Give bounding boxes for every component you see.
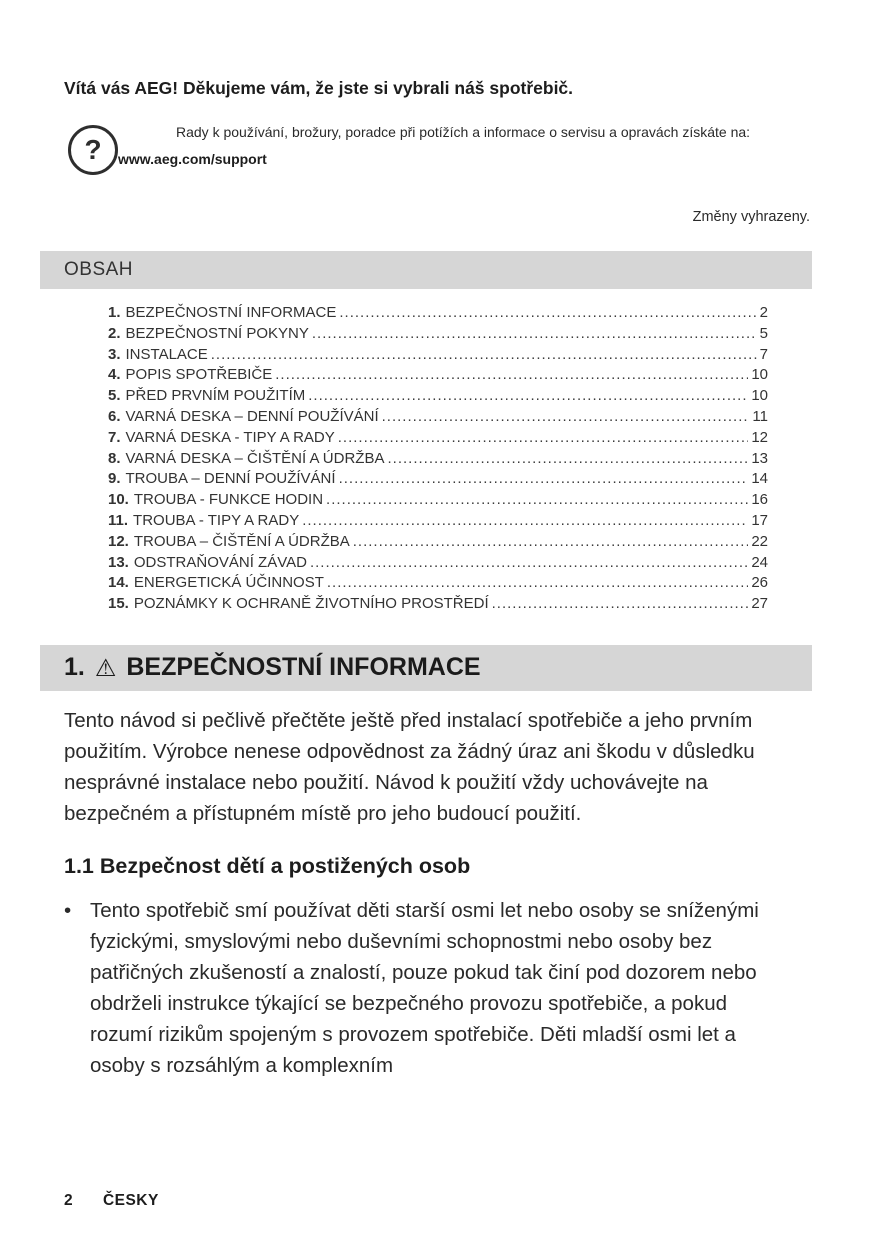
bullet-list: [64, 895, 810, 1082]
toc-entry-title: TROUBA - TIPY A RADY: [133, 511, 300, 529]
toc-leader-dots: [353, 532, 749, 553]
toc-leader-dots: [275, 365, 748, 386]
support-url: www.aeg.com/support: [118, 150, 267, 167]
toc-entry: [108, 365, 768, 386]
toc-entry: [108, 532, 768, 553]
toc-entry-title: INSTALACE: [125, 345, 208, 363]
toc-entry: [108, 449, 768, 470]
toc-entry-number: 11.: [108, 511, 129, 529]
toc-entry: [108, 345, 768, 366]
toc-entry-number: 15.: [108, 595, 129, 613]
toc-entry: [108, 511, 768, 532]
toc-entry-title: TROUBA – ČIŠTĚNÍ A ÚDRŽBA: [133, 532, 350, 550]
toc-entry-number: 13.: [108, 553, 129, 571]
warning-triangle-icon: ⚠: [94, 653, 117, 682]
support-info-block: [68, 123, 810, 175]
toc-entry-page: 26: [751, 574, 768, 592]
toc-leader-dots: [310, 553, 748, 574]
toc-heading: OBSAH: [40, 251, 812, 289]
toc-entry-number: 12.: [108, 532, 129, 550]
toc-leader-dots: [387, 449, 748, 470]
toc-leader-dots: [382, 407, 750, 428]
toc-entry-page: 5: [759, 324, 768, 342]
toc-entry-page: 17: [751, 511, 768, 529]
toc-leader-dots: [211, 345, 757, 366]
toc-entry-number: 1.: [108, 304, 121, 321]
toc-entry: [108, 553, 768, 574]
footer-language-label: ČESKY: [102, 1192, 159, 1209]
toc-entry: [108, 386, 768, 407]
toc-entry-number: 6.: [108, 407, 121, 425]
toc-entry-title: PŘED PRVNÍM POUŽITÍM: [125, 387, 306, 405]
toc-leader-dots: [326, 490, 748, 511]
section-1-heading: [40, 645, 812, 691]
toc-entry-title: VARNÁ DESKA – ČIŠTĚNÍ A ÚDRŽBA: [125, 449, 385, 467]
toc-leader-dots: [312, 324, 757, 345]
list-item: [64, 895, 810, 1082]
toc-entry: [108, 407, 768, 428]
toc-entry-title: VARNÁ DESKA - TIPY A RADY: [125, 428, 335, 446]
subsection-1-1-heading: 1.1 Bezpečnost dětí a postižených osob: [64, 853, 471, 878]
toc-leader-dots: [339, 469, 749, 490]
support-text: Rady k používání, brožury, poradce při potížích a informace o servisu a opravách získáte na:: [176, 124, 751, 140]
toc-entry-page: 24: [751, 553, 768, 571]
toc-entry: [108, 428, 768, 449]
support-text-block: [118, 123, 786, 167]
toc-entry-title: VARNÁ DESKA – DENNÍ POUŽÍVÁNÍ: [125, 407, 379, 425]
toc-entry-number: 3.: [108, 345, 121, 363]
section-number: 1.: [64, 653, 85, 682]
toc-entry: [108, 303, 768, 324]
toc-entry-page: 12: [751, 428, 768, 446]
toc-entry: [108, 324, 768, 345]
toc-entry-title: TROUBA - FUNKCE HODIN: [133, 491, 324, 509]
bullet-marker: •: [64, 898, 72, 922]
bullet-text: Tento spotřebič smí používat děti starší osmi let nebo osoby se sníženými fyzickými, smyslovými nebo duševními schopnostmi nebo osoby bez patřičných zkušeností a znalostí, pouze pokud tak činí pod dozorem nebo obdrželi instrukce týkající se bezpečného provozu spotřebiče, a pokud rozumí rizikům spojeným s provozem spotřebiče. Děti mladší osmi let a osoby s rozsáhlým a komplexním: [90, 898, 759, 1078]
toc-entry-page: 27: [751, 595, 768, 613]
toc-leader-dots: [338, 428, 749, 449]
toc-entry-page: 14: [751, 470, 768, 488]
changes-reserved-note: Změny vyhrazeny.: [692, 209, 810, 225]
toc-leader-dots: [492, 594, 749, 615]
toc-entry: [108, 573, 768, 594]
section-title: BEZPEČNOSTNÍ INFORMACE: [126, 653, 481, 682]
footer-page-number: 2: [64, 1192, 73, 1209]
toc-entry-page: 7: [759, 345, 768, 363]
toc-entry-number: 2.: [108, 324, 121, 342]
toc-entry-title: BEZPEČNOSTNÍ INFORMACE: [125, 304, 337, 321]
toc-entry-number: 7.: [108, 428, 121, 446]
question-mark-icon: ?: [68, 125, 118, 175]
page-footer: [64, 1192, 159, 1210]
toc-entry-number: 4.: [108, 366, 121, 384]
toc-entry-title: ENERGETICKÁ ÚČINNOST: [133, 574, 324, 592]
toc-leader-dots: [327, 573, 748, 594]
toc-entry-title: BEZPEČNOSTNÍ POKYNY: [125, 324, 309, 342]
toc-entry-title: POPIS SPOTŘEBIČE: [125, 366, 273, 384]
toc-entry-number: 9.: [108, 470, 121, 488]
toc-entry: [108, 490, 768, 511]
toc-entry-number: 14.: [108, 574, 129, 592]
toc-entry-page: 22: [751, 532, 768, 550]
toc-entry-title: POZNÁMKY K OCHRANĚ ŽIVOTNÍHO PROSTŘEDÍ: [133, 595, 489, 613]
toc-entry-page: 2: [759, 304, 768, 321]
toc-leader-dots: [339, 303, 756, 324]
toc-entry-title: ODSTRAŇOVÁNÍ ZÁVAD: [133, 553, 307, 571]
table-of-contents: [108, 303, 768, 615]
toc-entry-page: 11: [752, 407, 768, 425]
toc-entry-page: 10: [751, 387, 768, 405]
section-intro-paragraph: Tento návod si pečlivě přečtěte ještě před instalací spotřebiče a jeho prvním použitím. Výrobce nenese odpovědnost za žádný úraz ani škodu v důsledku nesprávné instalace nebo použití. Návod k použití vždy uchovávejte na bezpečném a přístupném místě pro jeho budoucí použití.: [64, 708, 755, 826]
toc-entry-page: 13: [751, 449, 768, 467]
toc-entry-number: 5.: [108, 387, 121, 405]
welcome-heading: Vítá vás AEG! Děkujeme vám, že jste si vybrali náš spotřebič.: [64, 78, 574, 98]
toc-entry-title: TROUBA – DENNÍ POUŽÍVÁNÍ: [125, 470, 336, 488]
toc-entry-number: 10.: [108, 491, 129, 509]
toc-entry-page: 10: [751, 366, 768, 384]
toc-entry-number: 8.: [108, 449, 121, 467]
toc-entry: [108, 594, 768, 615]
toc-entry-page: 16: [751, 491, 768, 509]
toc-leader-dots: [302, 511, 748, 532]
toc-entry: [108, 469, 768, 490]
toc-leader-dots: [308, 386, 748, 407]
